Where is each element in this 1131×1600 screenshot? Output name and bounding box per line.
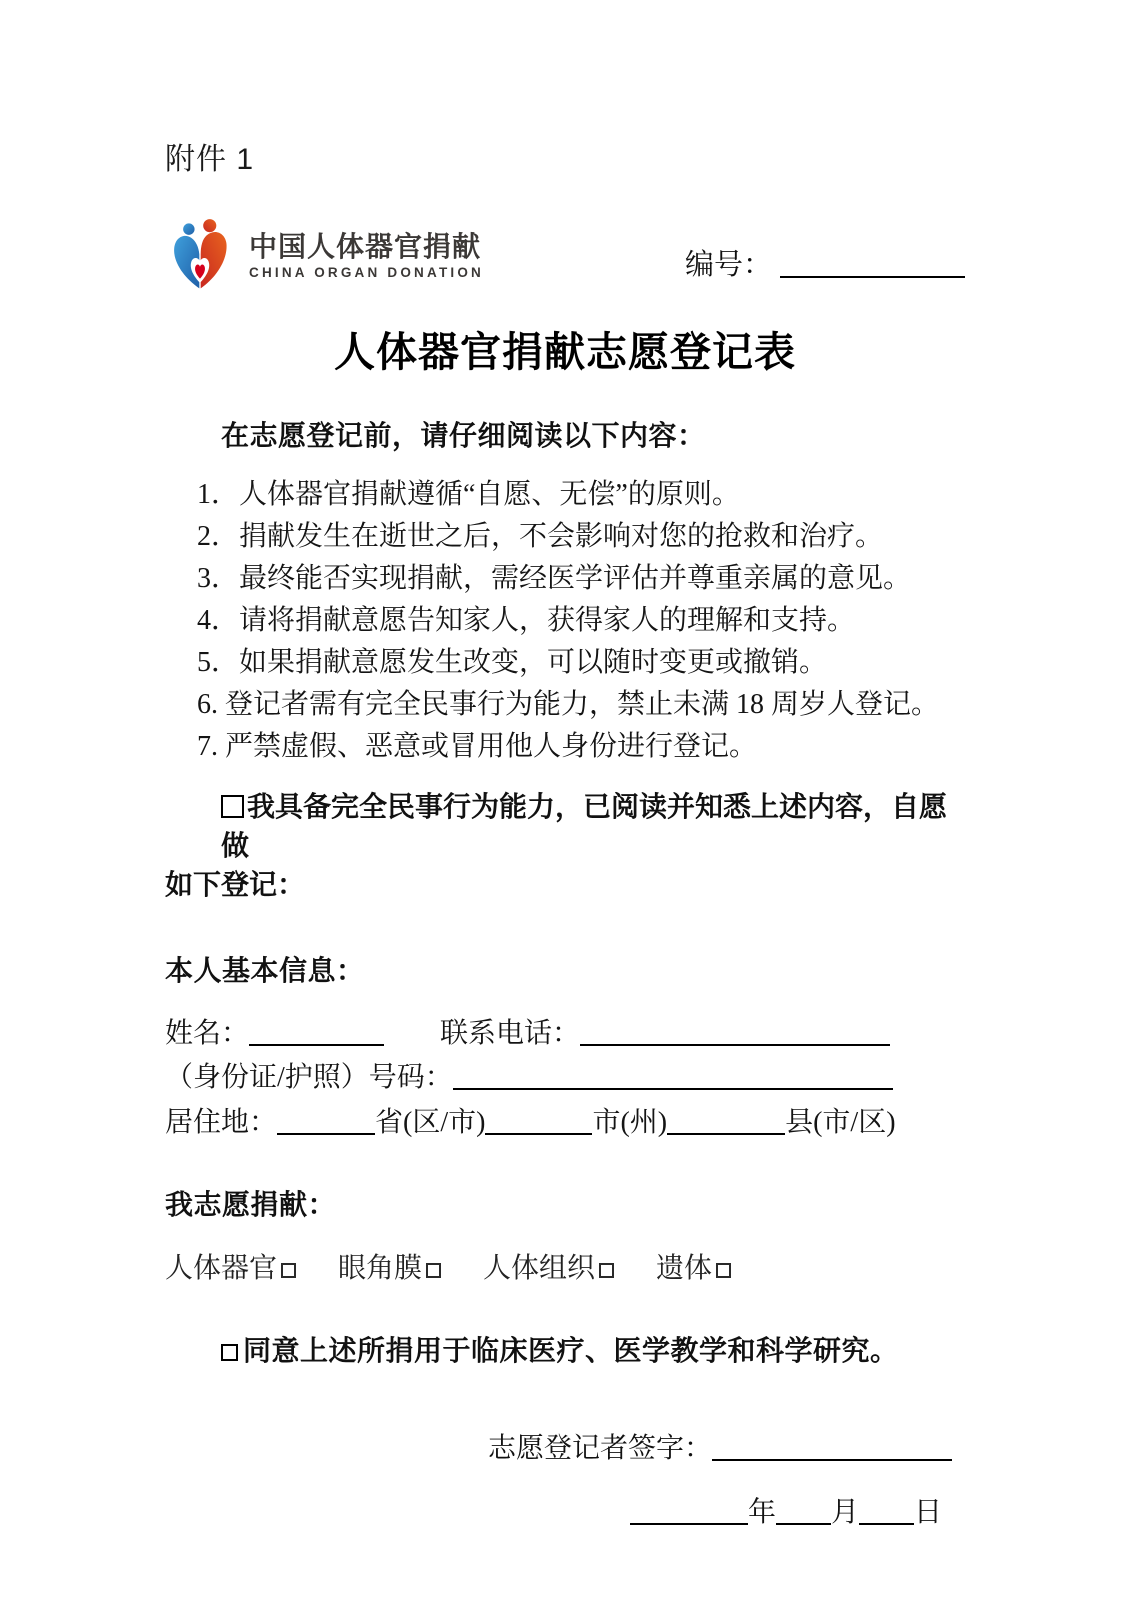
notice-item-5: 5．如果捐献意愿发生改变，可以随时变更或撤销。: [197, 647, 828, 678]
logo-wordmark: [249, 232, 484, 282]
heart-figures-logo-icon: [165, 218, 235, 296]
id-blank[interactable]: [453, 1060, 893, 1090]
serial-number-blank[interactable]: [780, 248, 965, 278]
county-blank[interactable]: [667, 1105, 785, 1135]
signature-label: 志愿登记者签字：: [488, 1433, 713, 1464]
agreement-text: 同意上述所捐用于临床医疗、医学教学和科学研究。: [243, 1336, 899, 1367]
notice-item-3: 3．最终能否实现捐献，需经医学评估并尊重亲属的意见。: [197, 563, 912, 594]
basic-info-heading: 本人基本信息：: [165, 956, 365, 987]
usage-agreement-line: [165, 1329, 965, 1369]
notice-item-2: 2．捐献发生在逝世之后，不会影响对您的抢救和治疗。: [197, 521, 884, 552]
phone-label: 联系电话：: [440, 1018, 581, 1049]
name-blank[interactable]: [249, 1016, 384, 1046]
notice-item-4: 4．请将捐献意愿告知家人，获得家人的理解和支持。: [197, 605, 856, 636]
day-label: 日: [913, 1497, 942, 1528]
id-number-line: [165, 1056, 965, 1098]
consent-text-line1: 我具备完全民事行为能力，已阅读并知悉上述内容，自愿做: [221, 792, 948, 862]
day-blank[interactable]: [859, 1495, 914, 1525]
year-label: 年: [747, 1497, 776, 1528]
residence-label: 居住地：: [165, 1107, 278, 1138]
county-label: 县(市/区): [785, 1107, 896, 1138]
phone-blank[interactable]: [580, 1016, 890, 1046]
notice-item-1: 1．人体器官捐献遵循“自愿、无偿”的原则。: [197, 479, 740, 510]
notice-item-6: 6. 登记者需有完全民事行为能力，禁止未满 18 周岁人登记。: [197, 689, 940, 720]
date-line: [165, 1491, 965, 1533]
province-blank[interactable]: [277, 1105, 375, 1135]
header-row: [165, 218, 965, 298]
option-tissue-label: 人体组织: [483, 1253, 596, 1284]
donation-heading: 我志愿捐献：: [165, 1190, 337, 1221]
notice-list: [165, 474, 965, 768]
agreement-checkbox-icon[interactable]: [221, 1344, 238, 1361]
month-label: 月: [830, 1497, 859, 1528]
donation-option-organs: [165, 1249, 296, 1289]
serial-number-row: [685, 242, 965, 283]
signature-blank[interactable]: [712, 1431, 952, 1461]
form-title: 人体器官捐献志愿登记表: [334, 329, 796, 375]
month-blank[interactable]: [776, 1495, 831, 1525]
option-body-label: 遗体: [656, 1253, 713, 1284]
consent-statement: [165, 788, 965, 905]
signature-line: [165, 1427, 965, 1469]
option-body-checkbox-icon[interactable]: [716, 1263, 731, 1278]
option-tissue-checkbox-icon[interactable]: [599, 1263, 614, 1278]
intro-heading: 在志愿登记前，请仔细阅读以下内容：: [221, 421, 706, 452]
year-blank[interactable]: [630, 1495, 748, 1525]
name-phone-line: [165, 1012, 965, 1054]
logo-cn-name: 中国人体器官捐献: [249, 231, 482, 262]
donation-options-row: [165, 1249, 965, 1289]
serial-number-label: 编号：: [685, 249, 773, 281]
name-label: 姓名：: [165, 1018, 250, 1049]
donation-option-cornea: [338, 1249, 441, 1289]
id-label: （身份证/护照）号码：: [165, 1062, 453, 1093]
option-organs-checkbox-icon[interactable]: [281, 1263, 296, 1278]
logo-en-name: CHINA ORGAN DONATION: [249, 265, 484, 280]
donation-option-body: [656, 1249, 731, 1289]
city-label: 市(州): [592, 1107, 668, 1138]
notice-item-7: 7. 严禁虚假、恶意或冒用他人身份进行登记。: [197, 731, 758, 762]
province-label: 省(区/市): [375, 1107, 486, 1138]
option-cornea-label: 眼角膜: [338, 1253, 423, 1284]
residence-line: [165, 1101, 965, 1143]
attachment-label: 附件 1: [165, 143, 255, 176]
option-organs-label: 人体器官: [165, 1253, 278, 1284]
consent-checkbox-icon[interactable]: [221, 795, 244, 818]
consent-text-line2: 如下登记：: [165, 870, 306, 901]
donation-option-tissue: [483, 1249, 614, 1289]
city-blank[interactable]: [485, 1105, 592, 1135]
option-cornea-checkbox-icon[interactable]: [426, 1263, 441, 1278]
